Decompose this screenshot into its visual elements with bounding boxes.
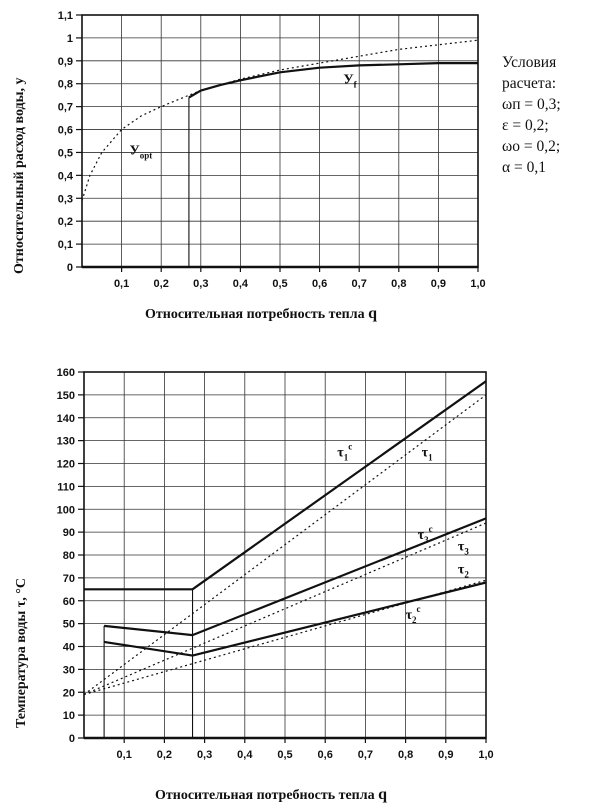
bottom-ytick-label: 150 bbox=[56, 389, 75, 402]
condition-alpha: α = 0,1 bbox=[502, 159, 546, 176]
top-curve-label-yopt: $У_{opt}$ bbox=[129, 143, 153, 161]
bottom-curve-label-t1: $\tau_1$ bbox=[421, 445, 433, 463]
conditions-title-line2: расчета: bbox=[502, 75, 557, 92]
bottom-ytick-label: 60 bbox=[62, 595, 75, 608]
bottom-x-axis-label bbox=[155, 786, 387, 804]
bottom-ytick-label: 140 bbox=[56, 412, 75, 425]
top-xtick-label: 0,5 bbox=[272, 278, 288, 290]
bottom-ytick-label: 70 bbox=[62, 572, 75, 585]
top-ytick-label: 0,8 bbox=[57, 78, 73, 91]
top-ytick-label: 0,3 bbox=[57, 193, 73, 206]
bottom-ytick-label: 40 bbox=[62, 641, 75, 654]
top-xtick-label: 0,6 bbox=[311, 278, 328, 290]
top-y-axis-label-text: Относительный расход воды, y bbox=[12, 77, 27, 274]
top-ytick-label: 0,2 bbox=[57, 216, 73, 229]
top-xtick-label: 0,4 bbox=[232, 278, 249, 290]
top-xtick-label: 0,7 bbox=[351, 278, 367, 290]
top-curve-label-yf: $У_f$ bbox=[343, 72, 357, 90]
top-ytick-label: 1,1 bbox=[57, 10, 73, 22]
bottom-xtick-label: 0,8 bbox=[397, 749, 414, 761]
top-ytick-label: 0,5 bbox=[57, 147, 73, 160]
bottom-curve-label-t1c: $\tau_1^c$ bbox=[337, 441, 353, 463]
bottom-xtick-label: 0,7 bbox=[357, 749, 374, 761]
calculation-conditions bbox=[502, 52, 600, 178]
top-xtick-label: 0,9 bbox=[430, 278, 447, 290]
bottom-curve-label-t3c: $\tau_3^c$ bbox=[417, 523, 433, 545]
bottom-xtick-label: 0,1 bbox=[116, 749, 132, 761]
bottom-ytick-label: 10 bbox=[62, 710, 75, 723]
bottom-xtick-label: 0,2 bbox=[156, 749, 173, 761]
bottom-ytick-label: 90 bbox=[62, 527, 75, 540]
bottom-x-axis-symbol: q bbox=[378, 786, 388, 803]
bottom-xtick-label: 0,5 bbox=[277, 749, 293, 761]
bottom-xtick-label: 0,9 bbox=[438, 749, 454, 761]
bottom-curve-label-t3: $\tau_3$ bbox=[457, 539, 469, 557]
bottom-ytick-label: 0 bbox=[68, 733, 75, 745]
bottom-series-τ3c bbox=[104, 518, 486, 635]
bottom-x-axis-label-text: Относительная потребность тепла bbox=[155, 788, 375, 803]
bottom-y-axis-label-text: Температура воды τ, °C bbox=[14, 578, 29, 728]
conditions-title-line1: Условия bbox=[502, 54, 557, 71]
bottom-ytick-label: 20 bbox=[62, 687, 75, 700]
bottom-ytick-label: 80 bbox=[62, 550, 75, 562]
top-y-axis-label bbox=[12, 77, 28, 274]
bottom-ytick-label: 30 bbox=[62, 664, 75, 677]
condition-omega-o: ωо = 0,2; bbox=[502, 138, 561, 155]
top-x-axis-label-text: Относительная потребность тепла bbox=[145, 307, 365, 322]
bottom-y-axis-label bbox=[14, 578, 30, 728]
top-series-Уf bbox=[189, 63, 478, 97]
bottom-ytick-label: 50 bbox=[62, 618, 75, 631]
bottom-xtick-label: 0,3 bbox=[196, 749, 213, 761]
top-ytick-label: 0,1 bbox=[57, 239, 73, 252]
bottom-xtick-label: 1,0 bbox=[478, 749, 494, 761]
bottom-xtick-label: 0,4 bbox=[237, 749, 253, 761]
bottom-curve-label-t2: $\tau_2$ bbox=[457, 562, 469, 580]
top-ytick-label: 0,9 bbox=[57, 55, 73, 68]
top-xtick-label: 0,1 bbox=[113, 278, 130, 290]
top-ytick-label: 0 bbox=[66, 262, 73, 274]
bottom-xtick-label: 0,6 bbox=[317, 749, 333, 761]
top-x-axis-symbol: q bbox=[368, 305, 378, 322]
bottom-ytick-label: 130 bbox=[56, 435, 75, 448]
bottom-ytick-label: 110 bbox=[57, 481, 75, 494]
top-xtick-label: 0,2 bbox=[153, 278, 169, 290]
top-ytick-label: 1 bbox=[66, 32, 73, 45]
top-ytick-label: 0,6 bbox=[57, 124, 73, 137]
chart-water-temperature bbox=[0, 355, 603, 795]
top-xtick-label: 1,0 bbox=[470, 278, 486, 290]
bottom-curve-label-t2c: $\tau_2^c$ bbox=[405, 604, 421, 626]
top-x-axis-label bbox=[145, 305, 377, 323]
condition-epsilon: ε = 0,2; bbox=[502, 117, 549, 134]
top-ytick-label: 0,4 bbox=[57, 170, 73, 183]
bottom-ytick-label: 120 bbox=[56, 458, 75, 471]
top-ytick-label: 0,7 bbox=[57, 101, 73, 114]
bottom-ytick-label: 100 bbox=[56, 504, 75, 517]
top-xtick-label: 0,8 bbox=[391, 278, 407, 290]
condition-omega-n: ωп = 0,3; bbox=[502, 96, 561, 113]
top-xtick-label: 0,3 bbox=[193, 278, 209, 290]
bottom-ytick-label: 160 bbox=[56, 367, 75, 379]
